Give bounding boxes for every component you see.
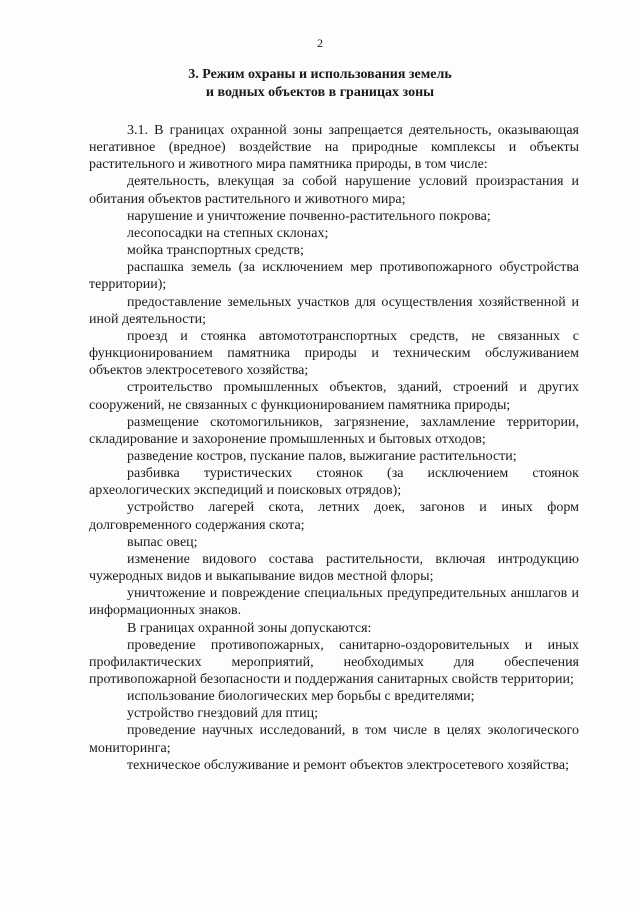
paragraph: использование биологических мер борьбы с вредителями; bbox=[127, 689, 475, 705]
section-title-line-1: 3. Режим охраны и использования земель bbox=[188, 67, 452, 82]
paragraph: выпас овец; bbox=[127, 534, 198, 550]
paragraph: изменение видового состава растительности, включая интродукцию чужеродных видов и выкапывание видов местной флоры; bbox=[89, 551, 579, 585]
paragraph: предоставление земельных участков для осуществления хозяйственной и иной деятельности; bbox=[89, 294, 579, 327]
paragraph: деятельность, влекущая за собой нарушение условий произрастания и обитания объектов растительного и животного мира; bbox=[89, 174, 579, 207]
section-heading bbox=[0, 66, 640, 102]
paragraph: уничтожение и повреждение специальных предупредительных аншлагов и информационных знаков. bbox=[89, 586, 579, 619]
paragraph: разведение костров, пускание палов, выжигание растительности; bbox=[127, 448, 517, 464]
paragraph: нарушение и уничтожение почвенно-растительного покрова; bbox=[127, 208, 491, 224]
paragraph: В границах охранной зоны допускаются: bbox=[127, 620, 372, 636]
paragraph: техническое обслуживание и ремонт объектов электросетевого хозяйства; bbox=[127, 757, 569, 773]
paragraph: 3.1. В границах охранной зоны запрещается деятельность, оказывающая негативное (вредное) воздействие на природные комплексы и объекты растительного и животного мира памятника природы, в том числе: bbox=[89, 123, 579, 173]
paragraph: строительство промышленных объектов, зданий, строений и других сооружений, не связанных с функционированием памятника природы; bbox=[89, 380, 579, 413]
paragraph: проведение противопожарных, санитарно-оздоровительных и иных профилактических мероприятий, необходимых для обеспечения противопожарной безопасности и поддержания санитарных свойств территории; bbox=[89, 637, 579, 687]
paragraph: проведение научных исследований, в том числе в целях экологического мониторинга; bbox=[89, 723, 579, 756]
paragraph: размещение скотомогильников, загрязнение, захламление территории, складирование и захоронение промышленных и бытовых отходов; bbox=[89, 414, 579, 447]
paragraph: устройство гнездовий для птиц; bbox=[127, 706, 318, 722]
paragraph: лесопосадки на степных склонах; bbox=[127, 225, 329, 241]
page-number: 2 bbox=[317, 36, 323, 50]
paragraph: распашка земель (за исключением мер противопожарного обустройства территории); bbox=[89, 260, 579, 293]
paragraph: мойка транспортных средств; bbox=[127, 243, 304, 259]
document-body bbox=[89, 122, 579, 774]
section-title-line-2: и водных объектов в границах зоны bbox=[205, 85, 435, 100]
paragraph: проезд и стоянка автомототранспортных средств, не связанных с функционированием памятника природы и техническим обслуживанием объектов электросетевого хозяйства; bbox=[89, 328, 579, 379]
paragraph: устройство лагерей скота, летних доек, загонов и иных форм долговременного содержания скота; bbox=[89, 500, 579, 533]
paragraph: разбивка туристических стоянок (за исключением стоянок археологических экспедиций и поисковых отрядов); bbox=[89, 466, 579, 499]
